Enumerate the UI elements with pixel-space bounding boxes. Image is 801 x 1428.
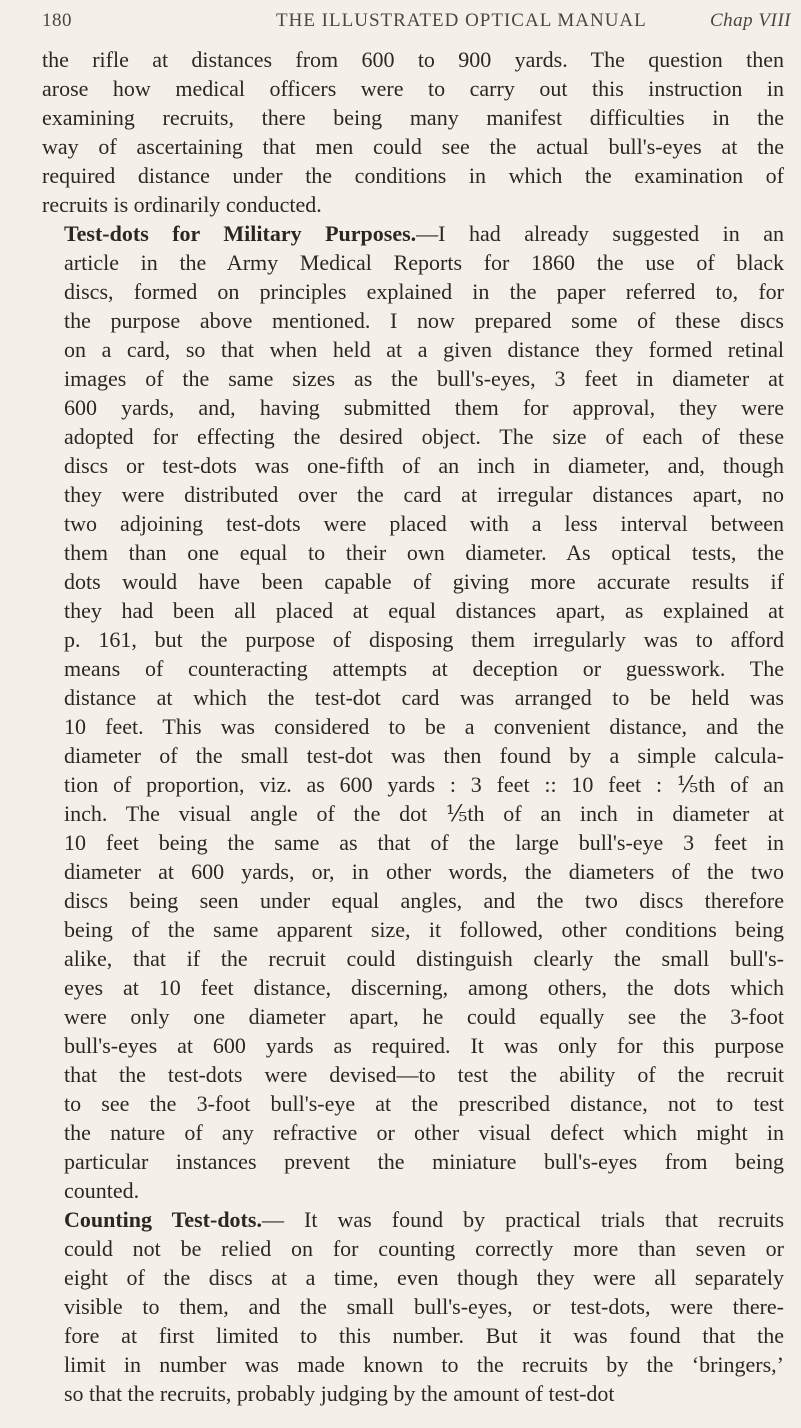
text-line [42, 451, 784, 480]
line-text: examining recruits, there being many manifest difficulties in the [42, 105, 784, 130]
section-heading: Test-dots for Military Purposes. [64, 221, 417, 246]
text-line [42, 1118, 784, 1147]
text-line [42, 74, 784, 103]
line-text: limit in number was made known to the recruits by the ‘bringers,’ [64, 1352, 784, 1377]
line-text: means of counteracting attempts at deception or guesswork. The [64, 656, 784, 681]
line-text: arose how medical officers were to carry out this instruction in [42, 76, 784, 101]
text-line [42, 306, 784, 335]
text-line [42, 1321, 784, 1350]
line-text: tion of proportion, viz. as 600 yards : 3 feet :: 10 feet : ⅕th of an [64, 772, 784, 797]
line-text: on a card, so that when held at a given distance they formed retinal [64, 337, 784, 362]
text-line [42, 828, 784, 857]
section-heading: Counting Test-dots. [64, 1207, 262, 1232]
text-line [42, 219, 784, 248]
text-line [42, 683, 784, 712]
line-text: —I had already suggested in an [416, 221, 784, 246]
line-text: fore at first limited to this number. But it was found that the [64, 1323, 784, 1348]
line-text: dots would have been capable of giving more accurate results if [64, 569, 784, 594]
text-line [42, 277, 784, 306]
line-text: distance at which the test-dot card was arranged to be held was [64, 685, 784, 710]
line-text: way of ascertaining that men could see the actual bull's-eyes at the [42, 134, 784, 159]
text-line [42, 1379, 784, 1408]
text-line [42, 480, 784, 509]
text-line [42, 712, 784, 741]
line-text: them than one equal to their own diameter. As optical tests, the [64, 540, 784, 565]
text-line [42, 132, 784, 161]
line-text: to see the 3-foot bull's-eye at the prescribed distance, not to test [64, 1091, 784, 1116]
line-text: could not be relied on for counting correctly more than seven or [64, 1236, 784, 1261]
text-line [42, 1292, 784, 1321]
text-line [42, 915, 784, 944]
text-line [42, 538, 784, 567]
line-text: inch. The visual angle of the dot ⅕th of an inch in diameter at [64, 801, 784, 826]
text-line [42, 567, 784, 596]
line-text: were only one diameter apart, he could equally see the 3-foot [64, 1004, 784, 1029]
line-text: discs, formed on principles explained in the paper referred to, for [64, 279, 784, 304]
line-text: they had been all placed at equal distances apart, as explained at [64, 598, 784, 623]
chapter-label: Chap VIII [709, 10, 791, 31]
text-line [42, 103, 784, 132]
text-line [42, 741, 784, 770]
text-line [42, 973, 784, 1002]
text-line [42, 393, 784, 422]
line-text: adopted for effecting the desired object. The size of each of these [64, 424, 784, 449]
line-text: so that the recruits, probably judging by the amount of test-dot [64, 1381, 615, 1406]
text-line [42, 857, 784, 886]
line-text: 10 feet. This was considered to be a convenient distance, and the [64, 714, 784, 739]
line-text: diameter at 600 yards, or, in other words, the diameters of the two [64, 859, 784, 884]
line-text: visible to them, and the small bull's-eyes, or test-dots, were there- [64, 1294, 784, 1319]
text-line [42, 944, 784, 973]
paragraph [42, 45, 784, 219]
text-line [42, 654, 784, 683]
line-text: images of the same sizes as the bull's-eyes, 3 feet in diameter at [64, 366, 784, 391]
line-text: eyes at 10 feet distance, discerning, among others, the dots which [64, 975, 784, 1000]
header-title: THE ILLUSTRATED OPTICAL MANUAL [276, 10, 647, 31]
text-line [42, 1263, 784, 1292]
text-line [42, 1060, 784, 1089]
text-line [42, 1002, 784, 1031]
body-text [42, 45, 784, 1408]
line-text: the purpose above mentioned. I now prepared some of these discs [64, 308, 784, 333]
text-line [42, 161, 784, 190]
line-text: discs or test-dots was one-fifth of an inch in diameter, and, though [64, 453, 784, 478]
line-text: alike, that if the recruit could distinguish clearly the small bull's- [64, 946, 784, 971]
text-line [42, 364, 784, 393]
line-text: — It was found by practical trials that recruits [261, 1207, 784, 1232]
line-text: the nature of any refractive or other visual defect which might in [64, 1120, 784, 1145]
text-line [42, 45, 784, 74]
page-number: 180 [42, 10, 72, 31]
line-text: required distance under the conditions in which the examination of [42, 163, 784, 188]
line-text: 600 yards, and, having submitted them for approval, they were [64, 395, 784, 420]
text-line [42, 190, 784, 219]
text-line [42, 1031, 784, 1060]
line-text: recruits is ordinarily conducted. [42, 192, 322, 217]
line-text: the rifle at distances from 600 to 900 yards. The question then [42, 47, 784, 72]
line-text: diameter of the small test-dot was then found by a simple calcula- [64, 743, 784, 768]
paragraph [42, 1205, 784, 1408]
paragraph [42, 219, 784, 1205]
line-text: discs being seen under equal angles, and the two discs therefore [64, 888, 784, 913]
text-line [42, 335, 784, 364]
text-line [42, 1234, 784, 1263]
line-text: p. 161, but the purpose of disposing them irregularly was to afford [64, 627, 784, 652]
line-text: article in the Army Medical Reports for 1860 the use of black [64, 250, 784, 275]
line-text: that the test-dots were devised—to test the ability of the recruit [64, 1062, 784, 1087]
text-line [42, 886, 784, 915]
text-line [42, 1350, 784, 1379]
text-line [42, 1147, 784, 1176]
line-text: being of the same apparent size, it followed, other conditions being [64, 917, 784, 942]
line-text: eight of the discs at a time, even though they were all separately [64, 1265, 784, 1290]
text-line [42, 596, 784, 625]
line-text: they were distributed over the card at irregular distances apart, no [64, 482, 784, 507]
line-text: 10 feet being the same as that of the large bull's-eye 3 feet in [64, 830, 784, 855]
text-line [42, 1205, 784, 1234]
line-text: particular instances prevent the miniature bull's-eyes from being [64, 1149, 784, 1174]
line-text: bull's-eyes at 600 yards as required. It was only for this purpose [64, 1033, 784, 1058]
running-head [42, 10, 791, 38]
text-line [42, 248, 784, 277]
text-line [42, 509, 784, 538]
text-line [42, 799, 784, 828]
text-line [42, 422, 784, 451]
text-line [42, 625, 784, 654]
line-text: counted. [64, 1178, 140, 1203]
text-line [42, 1089, 784, 1118]
text-line [42, 770, 784, 799]
text-line [42, 1176, 784, 1205]
line-text: two adjoining test-dots were placed with a less interval between [64, 511, 784, 536]
